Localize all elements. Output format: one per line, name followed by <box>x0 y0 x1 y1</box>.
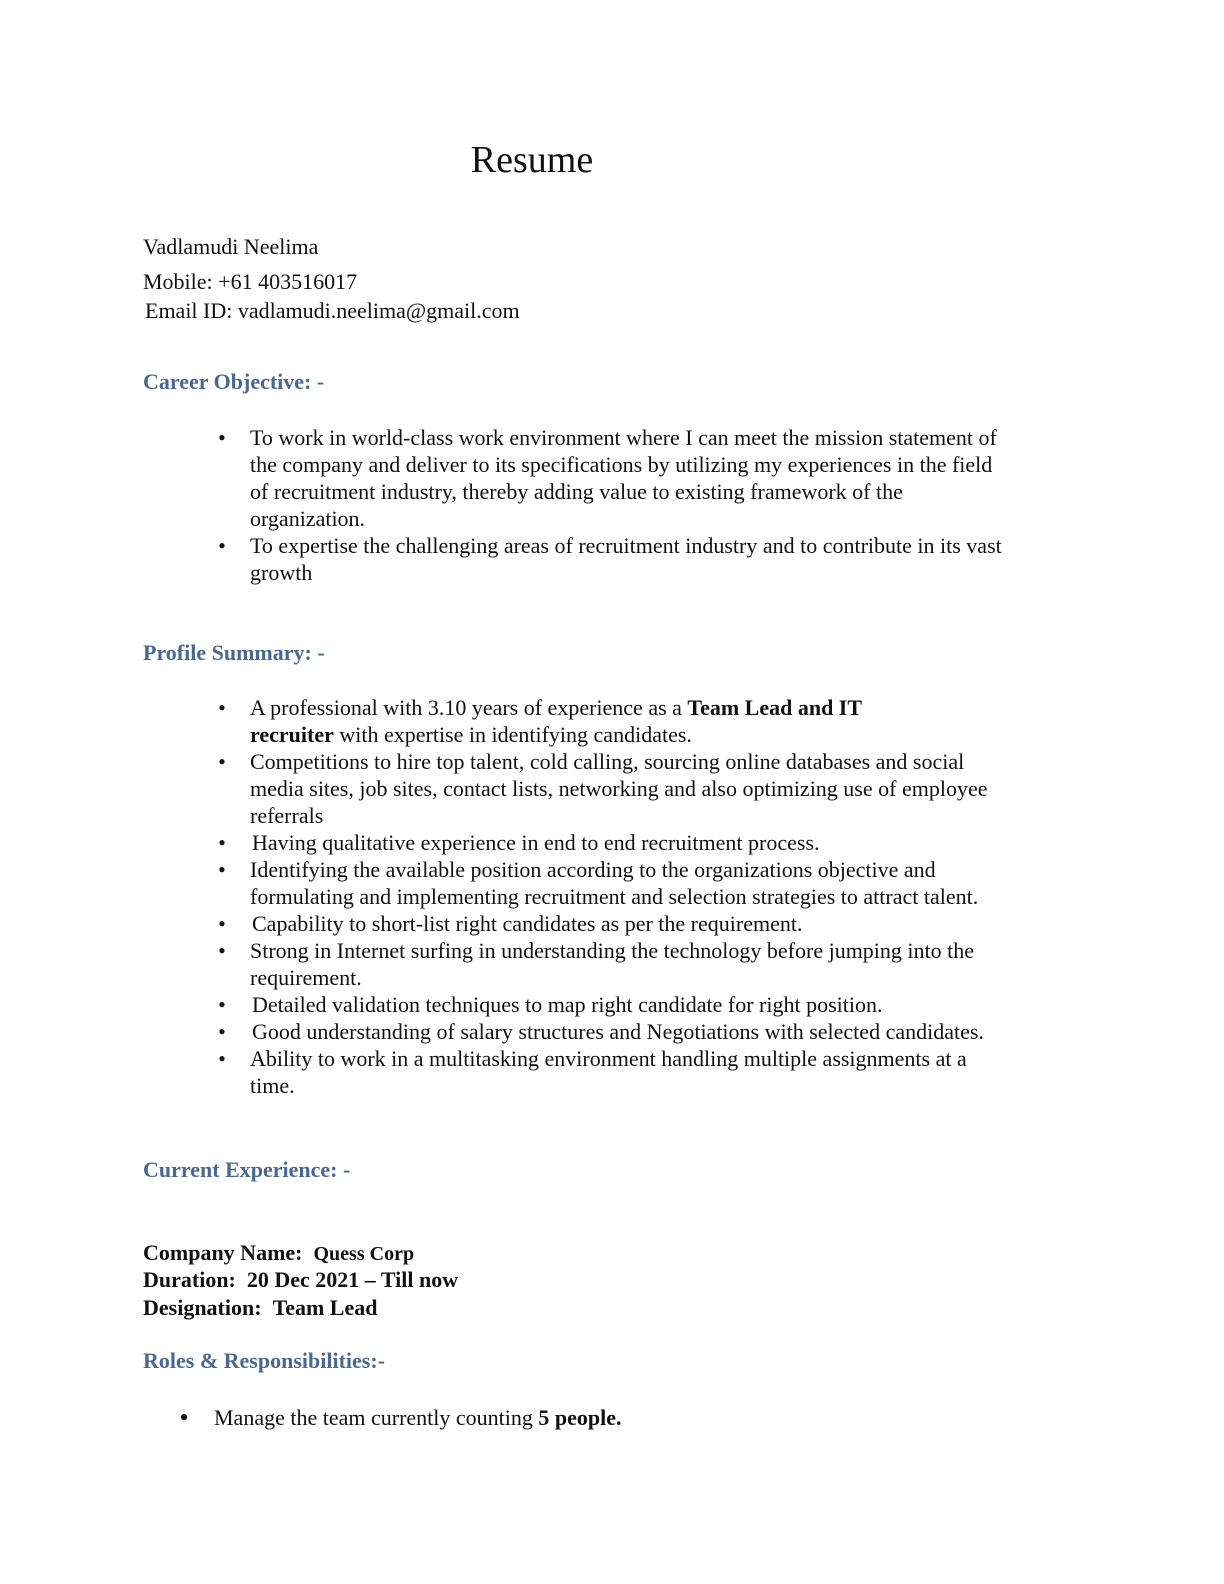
list-item: • Manage the team currently counting 5 people. <box>176 1404 1056 1431</box>
page-title: Resume <box>470 139 594 181</box>
list-item: • Identifying the available position according to the organizations objective and formulating and implementing recruitment and selection strategies to attract talent. <box>212 856 1072 910</box>
list-item: • Capability to short-list right candidates as per the requirement. <box>212 910 1072 937</box>
bullet-icon: • <box>218 857 226 882</box>
bullet-icon: • <box>179 1403 189 1432</box>
roles-heading: Roles & Responsibilities:- <box>143 1348 385 1373</box>
list-item: • Strong in Internet surfing in understanding the technology before jumping into the requirement. <box>212 937 1072 991</box>
list-item: • Detailed validation techniques to map right candidate for right position. <box>212 991 1072 1018</box>
bullet-icon: • <box>218 830 226 855</box>
list-item: • A professional with 3.10 years of experience as a Team Lead and IT recruiter with expertise in identifying candidates. <box>212 694 1072 748</box>
mobile-number: Mobile: +61 403516017 <box>143 269 358 294</box>
roles-list <box>176 1404 1056 1431</box>
list-item: • Ability to work in a multitasking environment handling multiple assignments at a time. <box>212 1045 1072 1099</box>
bullet-icon: • <box>218 1046 226 1071</box>
candidate-name: Vadlamudi Neelima <box>143 234 319 259</box>
career-objective-heading: Career Objective: - <box>143 369 325 394</box>
list-item: • Having qualitative experience in end to end recruitment process. <box>212 829 1072 856</box>
bullet-icon: • <box>218 533 226 558</box>
list-item: • To expertise the challenging areas of recruitment industry and to contribute in its vast growth <box>212 532 1072 586</box>
designation-row: Designation: Team Lead <box>143 1295 378 1320</box>
profile-summary-heading: Profile Summary: - <box>143 640 325 665</box>
bullet-icon: • <box>218 992 226 1017</box>
email-address: Email ID: vadlamudi.neelima@gmail.com <box>145 298 520 323</box>
bullet-icon: • <box>218 1019 226 1044</box>
current-experience-heading: Current Experience: - <box>143 1157 351 1182</box>
bullet-icon: • <box>218 938 226 963</box>
company-name-row: Company Name: Quess Corp <box>143 1240 415 1265</box>
list-item: • To work in world-class work environment where I can meet the mission statement of the company and deliver to its specifications by utilizing my experiences in the field of recruitment industry, thereby adding value to existing framework of the organization. <box>212 424 1072 532</box>
duration-row: Duration: 20 Dec 2021 – Till now <box>143 1267 459 1292</box>
bullet-icon: • <box>218 695 226 720</box>
bullet-icon: • <box>218 911 226 936</box>
profile-summary-list <box>212 694 1072 1099</box>
list-item: • Good understanding of salary structures and Negotiations with selected candidates. <box>212 1018 1072 1045</box>
bullet-icon: • <box>218 425 226 450</box>
career-objective-list <box>212 424 1072 586</box>
list-item: • Competitions to hire top talent, cold calling, sourcing online databases and social media sites, job sites, contact lists, networking and also optimizing use of employee referrals <box>212 748 1072 829</box>
bullet-icon: • <box>218 749 226 774</box>
